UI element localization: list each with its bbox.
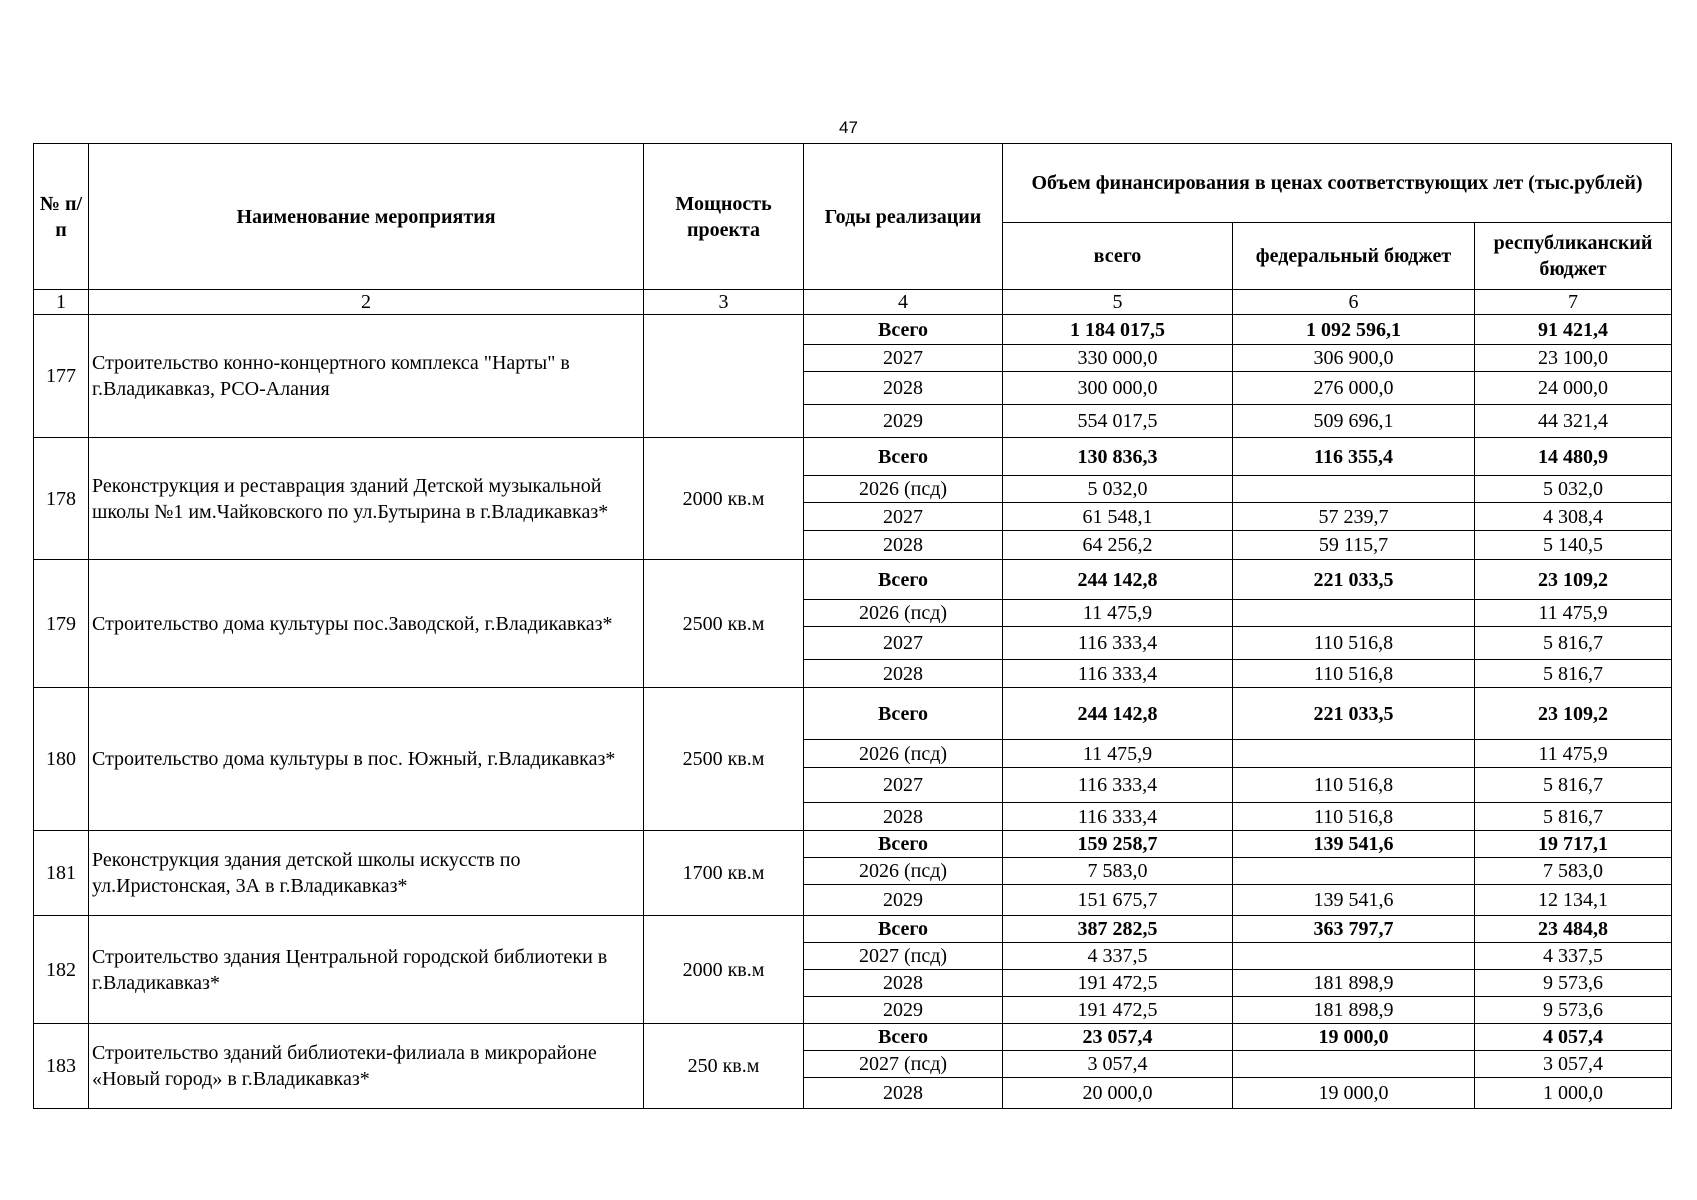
- total-cell: 7 583,0: [1003, 858, 1233, 885]
- total-cell: 61 548,1: [1003, 503, 1233, 531]
- federal-cell: 139 541,6: [1233, 885, 1475, 916]
- year-cell: 2026 (псд): [804, 600, 1003, 627]
- republic-cell: 23 100,0: [1475, 345, 1672, 372]
- federal-cell: 110 516,8: [1233, 803, 1475, 831]
- project-name: Строительство дома культуры в пос. Южный, г.Владикавказ*: [89, 688, 644, 831]
- year-cell: 2029: [804, 885, 1003, 916]
- total-cell: 5 032,0: [1003, 476, 1233, 503]
- total-cell: 11 475,9: [1003, 740, 1233, 768]
- republic-cell: 24 000,0: [1475, 372, 1672, 405]
- year-cell: 2028: [804, 803, 1003, 831]
- federal-cell: 110 516,8: [1233, 660, 1475, 688]
- federal-cell: 57 239,7: [1233, 503, 1475, 531]
- republic-cell: 5 032,0: [1475, 476, 1672, 503]
- year-cell: 2026 (псд): [804, 740, 1003, 768]
- year-cell: Всего: [804, 315, 1003, 345]
- total-cell: 116 333,4: [1003, 627, 1233, 660]
- federal-cell: 306 900,0: [1233, 345, 1475, 372]
- year-cell: Всего: [804, 560, 1003, 600]
- header-total: всего: [1003, 223, 1233, 290]
- year-cell: Всего: [804, 438, 1003, 476]
- header-years: Годы реализации: [804, 144, 1003, 290]
- republic-cell: 1 000,0: [1475, 1078, 1672, 1109]
- federal-cell: 116 355,4: [1233, 438, 1475, 476]
- header-funding: Объем финансирования в ценах соответствующих лет (тыс.рублей): [1003, 144, 1672, 223]
- republic-cell: 11 475,9: [1475, 740, 1672, 768]
- federal-cell: [1233, 740, 1475, 768]
- federal-cell: 181 898,9: [1233, 970, 1475, 997]
- federal-cell: 110 516,8: [1233, 627, 1475, 660]
- project-number: 182: [34, 916, 89, 1024]
- republic-cell: 5 816,7: [1475, 627, 1672, 660]
- year-cell: 2027: [804, 503, 1003, 531]
- column-number: 4: [804, 290, 1003, 315]
- header-capacity: Мощность проекта: [644, 144, 804, 290]
- total-cell: 244 142,8: [1003, 560, 1233, 600]
- total-cell: 4 337,5: [1003, 943, 1233, 970]
- project-capacity: [644, 315, 804, 438]
- column-number: 5: [1003, 290, 1233, 315]
- republic-cell: 5 816,7: [1475, 768, 1672, 803]
- federal-cell: 139 541,6: [1233, 831, 1475, 858]
- republic-cell: 9 573,6: [1475, 997, 1672, 1024]
- federal-cell: 509 696,1: [1233, 405, 1475, 438]
- year-cell: 2028: [804, 1078, 1003, 1109]
- federal-cell: 181 898,9: [1233, 997, 1475, 1024]
- republic-cell: 11 475,9: [1475, 600, 1672, 627]
- year-cell: Всего: [804, 1024, 1003, 1051]
- table-row: [34, 688, 1672, 740]
- federal-cell: 221 033,5: [1233, 688, 1475, 740]
- project-number: 181: [34, 831, 89, 916]
- total-cell: 300 000,0: [1003, 372, 1233, 405]
- total-cell: 23 057,4: [1003, 1024, 1233, 1051]
- year-cell: 2027: [804, 627, 1003, 660]
- federal-cell: [1233, 858, 1475, 885]
- project-number: 180: [34, 688, 89, 831]
- federal-cell: 59 115,7: [1233, 531, 1475, 560]
- table-row: [34, 560, 1672, 600]
- federal-cell: 221 033,5: [1233, 560, 1475, 600]
- project-capacity: 2000 кв.м: [644, 438, 804, 560]
- project-number: 178: [34, 438, 89, 560]
- column-number: 3: [644, 290, 804, 315]
- project-capacity: 2000 кв.м: [644, 916, 804, 1024]
- column-number: 1: [34, 290, 89, 315]
- project-name: Строительство зданий библиотеки-филиала в микрорайоне «Новый город» в г.Владикавказ*: [89, 1024, 644, 1109]
- project-name: Реконструкция здания детской школы искусств по ул.Иристонская, 3А в г.Владикавказ*: [89, 831, 644, 916]
- federal-cell: [1233, 943, 1475, 970]
- republic-cell: 23 484,8: [1475, 916, 1672, 943]
- total-cell: 11 475,9: [1003, 600, 1233, 627]
- column-number: 2: [89, 290, 644, 315]
- year-cell: 2028: [804, 372, 1003, 405]
- republic-cell: 91 421,4: [1475, 315, 1672, 345]
- project-capacity: 250 кв.м: [644, 1024, 804, 1109]
- total-cell: 151 675,7: [1003, 885, 1233, 916]
- total-cell: 159 258,7: [1003, 831, 1233, 858]
- project-name: Строительство здания Центральной городской библиотеки в г.Владикавказ*: [89, 916, 644, 1024]
- project-number: 177: [34, 315, 89, 438]
- federal-cell: 110 516,8: [1233, 768, 1475, 803]
- total-cell: 330 000,0: [1003, 345, 1233, 372]
- federal-cell: 19 000,0: [1233, 1078, 1475, 1109]
- republic-cell: 5 140,5: [1475, 531, 1672, 560]
- header-name: Наименование мероприятия: [89, 144, 644, 290]
- year-cell: 2029: [804, 405, 1003, 438]
- total-cell: 116 333,4: [1003, 768, 1233, 803]
- year-cell: 2027 (псд): [804, 1051, 1003, 1078]
- republic-cell: 12 134,1: [1475, 885, 1672, 916]
- funding-table: [33, 143, 1672, 1109]
- total-cell: 20 000,0: [1003, 1078, 1233, 1109]
- republic-cell: 4 337,5: [1475, 943, 1672, 970]
- header-federal: федеральный бюджет: [1233, 223, 1475, 290]
- total-cell: 64 256,2: [1003, 531, 1233, 560]
- republic-cell: 9 573,6: [1475, 970, 1672, 997]
- column-numbers-row: [34, 290, 1672, 315]
- total-cell: 130 836,3: [1003, 438, 1233, 476]
- project-capacity: 2500 кв.м: [644, 688, 804, 831]
- total-cell: 387 282,5: [1003, 916, 1233, 943]
- republic-cell: 14 480,9: [1475, 438, 1672, 476]
- year-cell: 2027 (псд): [804, 943, 1003, 970]
- project-number: 179: [34, 560, 89, 688]
- year-cell: 2027: [804, 768, 1003, 803]
- project-name: Строительство дома культуры пос.Заводской, г.Владикавказ*: [89, 560, 644, 688]
- total-cell: 554 017,5: [1003, 405, 1233, 438]
- table-row: [34, 315, 1672, 345]
- project-name: Реконструкция и реставрация зданий Детской музыкальной школы №1 им.Чайковского по ул.Бутырина в г.Владикавказ*: [89, 438, 644, 560]
- total-cell: 116 333,4: [1003, 660, 1233, 688]
- federal-cell: 276 000,0: [1233, 372, 1475, 405]
- republic-cell: 23 109,2: [1475, 560, 1672, 600]
- year-cell: Всего: [804, 916, 1003, 943]
- republic-cell: 5 816,7: [1475, 660, 1672, 688]
- total-cell: 191 472,5: [1003, 997, 1233, 1024]
- republic-cell: 23 109,2: [1475, 688, 1672, 740]
- header-no: № п/п: [34, 144, 89, 290]
- year-cell: 2026 (псд): [804, 858, 1003, 885]
- total-cell: 1 184 017,5: [1003, 315, 1233, 345]
- year-cell: 2029: [804, 997, 1003, 1024]
- column-number: 6: [1233, 290, 1475, 315]
- column-number: 7: [1475, 290, 1672, 315]
- republic-cell: 3 057,4: [1475, 1051, 1672, 1078]
- page-number: 47: [839, 118, 858, 137]
- federal-cell: [1233, 1051, 1475, 1078]
- federal-cell: 1 092 596,1: [1233, 315, 1475, 345]
- republic-cell: 5 816,7: [1475, 803, 1672, 831]
- total-cell: 191 472,5: [1003, 970, 1233, 997]
- republic-cell: 4 057,4: [1475, 1024, 1672, 1051]
- year-cell: 2028: [804, 970, 1003, 997]
- year-cell: 2028: [804, 531, 1003, 560]
- table-row: [34, 831, 1672, 858]
- year-cell: 2027: [804, 345, 1003, 372]
- republic-cell: 7 583,0: [1475, 858, 1672, 885]
- header-republic: республиканский бюджет: [1475, 223, 1672, 290]
- project-name: Строительство конно-концертного комплекса "Нарты" в г.Владикавказ, РСО-Алания: [89, 315, 644, 438]
- table-row: [34, 916, 1672, 943]
- total-cell: 244 142,8: [1003, 688, 1233, 740]
- federal-cell: 19 000,0: [1233, 1024, 1475, 1051]
- federal-cell: [1233, 600, 1475, 627]
- project-capacity: 1700 кв.м: [644, 831, 804, 916]
- year-cell: Всего: [804, 831, 1003, 858]
- total-cell: 3 057,4: [1003, 1051, 1233, 1078]
- project-number: 183: [34, 1024, 89, 1109]
- project-capacity: 2500 кв.м: [644, 560, 804, 688]
- year-cell: 2028: [804, 660, 1003, 688]
- republic-cell: 4 308,4: [1475, 503, 1672, 531]
- total-cell: 116 333,4: [1003, 803, 1233, 831]
- table-row: [34, 438, 1672, 476]
- year-cell: Всего: [804, 688, 1003, 740]
- republic-cell: 19 717,1: [1475, 831, 1672, 858]
- year-cell: 2026 (псд): [804, 476, 1003, 503]
- federal-cell: 363 797,7: [1233, 916, 1475, 943]
- table-row: [34, 1024, 1672, 1051]
- federal-cell: [1233, 476, 1475, 503]
- table-body: [34, 315, 1672, 1109]
- republic-cell: 44 321,4: [1475, 405, 1672, 438]
